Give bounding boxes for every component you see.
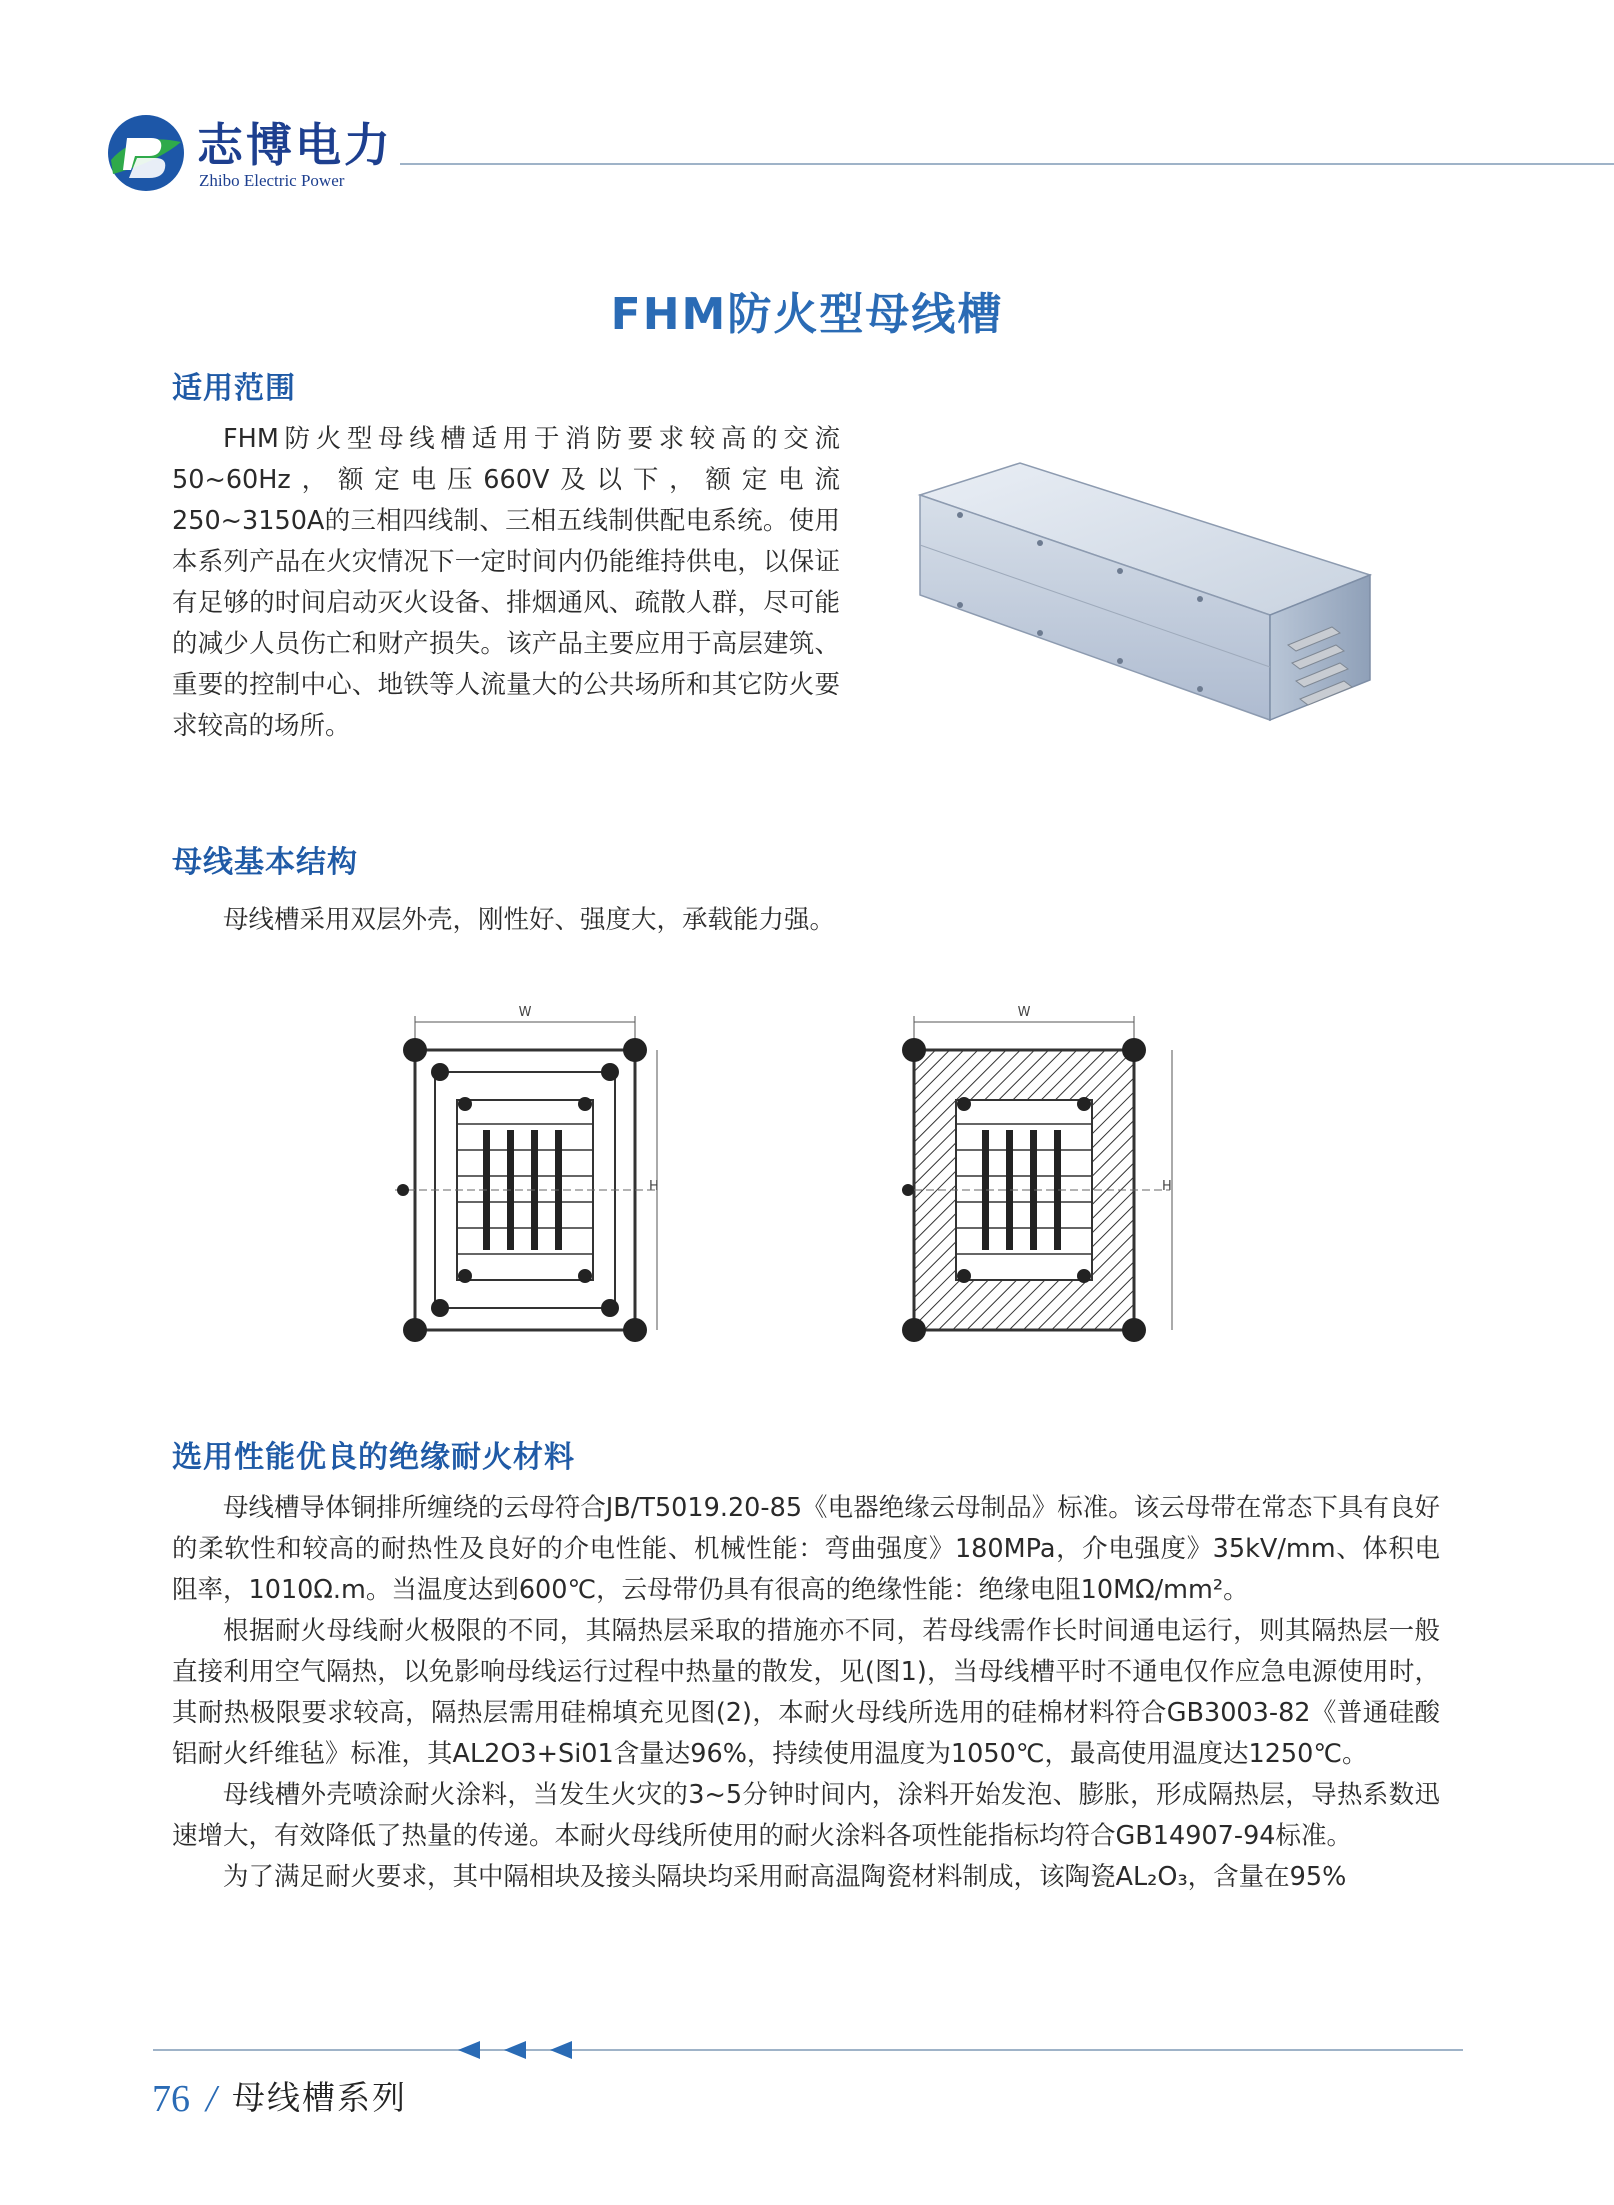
triangle-left-icon <box>452 2039 582 2061</box>
scope-paragraph: FHM防火型母线槽适用于消防要求较高的交流50~60Hz，额定电压660V及以下，额定电流250~3150A的三相四线制、三相五线制供配电系统。使用本系列产品在火灾情况下一定时间内仍能维持供电，以保证有足够的时间启动灭火设备、排烟通风、疏散人群，尽可能的减少人员伤亡和财产损失。该产品主要应用于高层建筑、重要的控制中心、地铁等人流量大的公共场所和其它防火要求较高的场所。 <box>172 424 840 741</box>
cross-section-diagram-air <box>385 1000 685 1345</box>
page-title: FHM防火型母线槽 <box>610 289 1004 340</box>
diagram-width-label: W <box>1017 1005 1031 1020</box>
diagram-height-label: H <box>1162 1179 1172 1194</box>
busway-product-image <box>900 455 1410 750</box>
section-heading-scope: 适用范围 <box>172 371 296 406</box>
section-heading-material: 选用性能优良的绝缘耐火材料 <box>172 1440 575 1475</box>
brand-name-en: Zhibo Electric Power <box>199 171 345 190</box>
cross-section-diagram-filled <box>900 1000 1200 1345</box>
material-paragraph: 为了满足耐火要求，其中隔相块及接头隔块均采用耐高温陶瓷材料制成，该陶瓷AL₂O₃，含量在95% <box>223 1862 1347 1892</box>
structure-body <box>172 900 1072 941</box>
section-heading-structure: 母线基本结构 <box>172 845 358 880</box>
diagram-height-label: H <box>649 1179 659 1194</box>
structure-paragraph: 母线槽采用双层外壳，刚性好、强度大，承载能力强。 <box>223 905 836 935</box>
material-paragraph: 母线槽外壳喷涂耐火涂料，当发生火灾的3~5分钟时间内，涂料开始发泡、膨胀，形成隔热层，导热系数迅速增大，有效降低了热量的传递。本耐火母线所使用的耐火涂料各项性能指标均符合GB14907-94标准。 <box>172 1780 1440 1851</box>
footer-divider <box>153 2049 1463 2051</box>
diagram-width-label: W <box>518 1005 532 1020</box>
zb-logo-icon <box>105 112 187 194</box>
material-paragraph: 根据耐火母线耐火极限的不同，其隔热层采取的措施亦不同，若母线需作长时间通电运行，则其隔热层一般直接利用空气隔热，以免影响母线运行过程中热量的散发，见(图1)，当母线槽平时不通电仅作应急电源使用时，其耐热极限要求较高，隔热层需用硅棉填充见图(2)，本耐火母线所选用的硅棉材料符合GB3003-82《普通硅酸铝耐火纤维毡》标准，其AL2O3+Si01含量达96%，持续使用温度为1050℃，最高使用温度达1250℃。 <box>172 1616 1441 1769</box>
brand-name-cn: 志博电力 <box>197 118 393 172</box>
page-number: 76 <box>152 2078 190 2120</box>
material-body <box>172 1488 1440 1898</box>
header-divider <box>400 163 1614 165</box>
scope-body <box>172 419 840 747</box>
series-name: 母线槽系列 <box>232 2078 407 2117</box>
material-paragraph: 母线槽导体铜排所缠绕的云母符合JB/T5019.20-85《电器绝缘云母制品》标准。该云母带在常态下具有良好的柔软性和较高的耐热性及良好的介电性能、机械性能：弯曲强度》180MPa，介电强度》35kV/mm、体积电阻率，1010Ω.m。当温度达到600℃，云母带仍具有很高的绝缘性能：绝缘电阻10MΩ/mm²。 <box>172 1493 1440 1605</box>
page-number-separator: / <box>206 2078 217 2120</box>
